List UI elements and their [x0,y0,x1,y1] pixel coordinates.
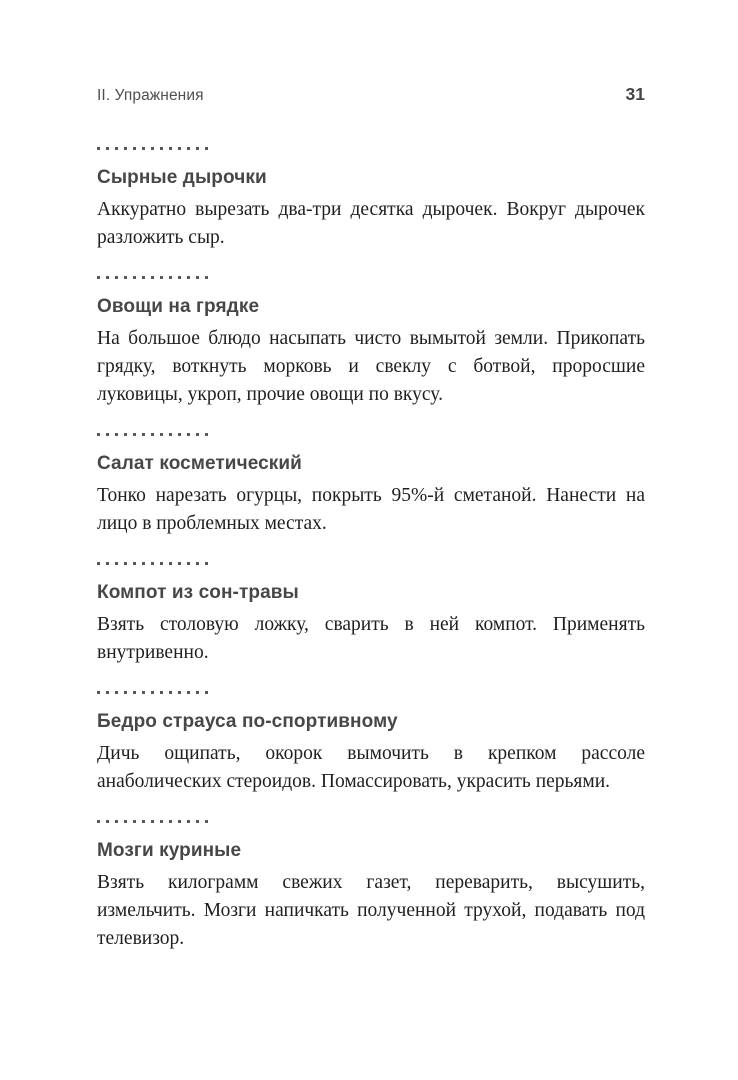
recipe-title: Сырные дырочки [97,167,267,188]
dotted-separator [97,820,209,823]
recipe-section [97,820,645,953]
recipe-body: Взять килограмм свежих газет, переварить, высушить, измельчить. Мозги напичкать полученной трухой, подавать под телевизор. [97,872,645,949]
dotted-separator [97,562,209,565]
recipe-section [97,562,645,667]
recipe-section [97,433,645,538]
recipe-title: Бедро страуса по-спортивному [97,711,398,732]
recipe-section [97,691,645,796]
recipe-section [97,276,645,409]
page-number: 31 [625,84,645,104]
recipe-section [97,147,645,252]
recipe-body: Аккуратно вырезать два-три десятка дырочек. Вокруг дырочек разложить сыр. [97,199,645,248]
recipe-title: Мозги куриные [97,840,242,861]
recipe-body: Взять столовую ложку, сварить в ней компот. Применять внутривенно. [97,614,645,663]
dotted-separator [97,147,209,150]
dotted-separator [97,276,209,279]
recipe-body: Дичь ощипать, окорок вымочить в крепком рассоле анаболических стероидов. Помассировать, украсить перьями. [97,743,645,792]
recipe-body: На большое блюдо насыпать чисто вымытой земли. Прикопать грядку, воткнуть морковь и свеклу с ботвой, проросшие луковицы, укроп, прочие овощи по вкусу. [97,328,645,405]
recipe-title: Салат косметический [97,453,302,474]
recipe-title: Компот из сон-травы [97,582,299,603]
recipe-body: Тонко нарезать огурцы, покрыть 95%-й сметаной. Нанести на лицо в проблемных местах. [97,485,645,534]
recipe-title: Овощи на грядке [97,296,260,317]
page-header [97,84,645,105]
dotted-separator [97,691,209,694]
running-title: II. Упражнения [97,87,204,104]
dotted-separator [97,433,209,436]
